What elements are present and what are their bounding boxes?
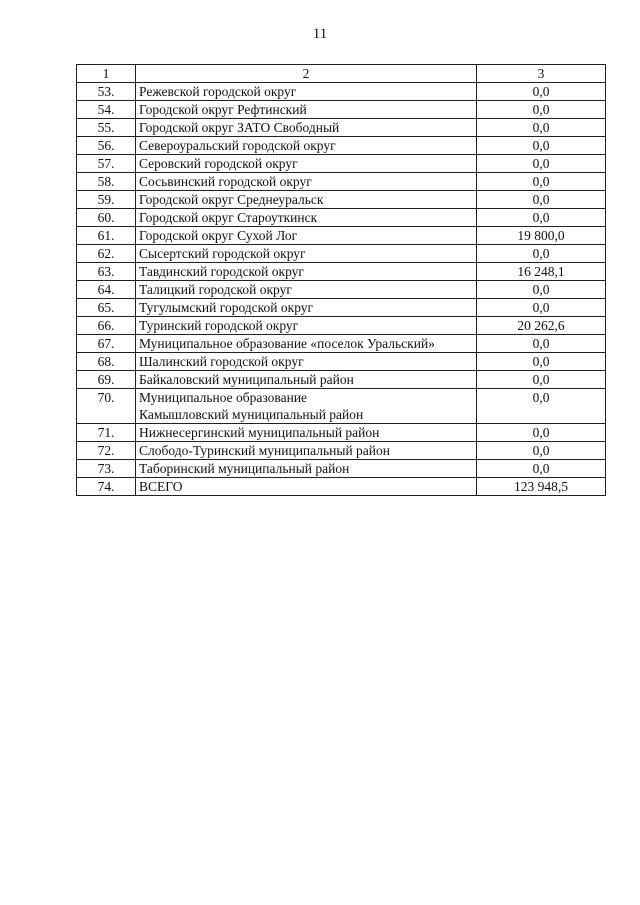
row-number: 61. xyxy=(77,227,136,245)
table-row xyxy=(77,281,606,299)
row-name xyxy=(136,389,477,424)
row-value: 0,0 xyxy=(477,389,606,424)
data-table xyxy=(76,64,606,496)
row-value: 0,0 xyxy=(477,424,606,442)
row-name: Туринский городской округ xyxy=(136,317,477,335)
row-name: Таборинский муниципальный район xyxy=(136,460,477,478)
table-row xyxy=(77,137,606,155)
row-number: 69. xyxy=(77,371,136,389)
row-value: 0,0 xyxy=(477,173,606,191)
table-row xyxy=(77,155,606,173)
row-value: 20 262,6 xyxy=(477,317,606,335)
row-name: Сысертский городской округ xyxy=(136,245,477,263)
table-header-row xyxy=(77,65,606,83)
row-number: 73. xyxy=(77,460,136,478)
table-row xyxy=(77,173,606,191)
row-number: 60. xyxy=(77,209,136,227)
page-number: 11 xyxy=(312,26,328,42)
row-value: 0,0 xyxy=(477,137,606,155)
row-name: Североуральский городской округ xyxy=(136,137,477,155)
row-value: 0,0 xyxy=(477,191,606,209)
row-name: Городской округ Рефтинский xyxy=(136,101,477,119)
row-number: 62. xyxy=(77,245,136,263)
table-row xyxy=(77,424,606,442)
table-body xyxy=(77,65,606,496)
row-value: 0,0 xyxy=(477,245,606,263)
row-name: Городской округ Староуткинск xyxy=(136,209,477,227)
table-row xyxy=(77,335,606,353)
row-number: 56. xyxy=(77,137,136,155)
row-number: 72. xyxy=(77,442,136,460)
row-name: ВСЕГО xyxy=(136,478,477,496)
row-number: 71. xyxy=(77,424,136,442)
row-name: Слободо-Туринский муниципальный район xyxy=(136,442,477,460)
row-value: 19 800,0 xyxy=(477,227,606,245)
row-number: 67. xyxy=(77,335,136,353)
row-name: Режевской городской округ xyxy=(136,83,477,101)
table-row xyxy=(77,299,606,317)
row-name: Талицкий городской округ xyxy=(136,281,477,299)
table-row xyxy=(77,460,606,478)
row-name: Городской округ Сухой Лог xyxy=(136,227,477,245)
table-row xyxy=(77,442,606,460)
table-row xyxy=(77,371,606,389)
row-name: Серовский городской округ xyxy=(136,155,477,173)
row-name: Муниципальное образование «поселок Уральский» xyxy=(136,335,477,353)
row-value: 0,0 xyxy=(477,83,606,101)
row-value: 0,0 xyxy=(477,119,606,137)
row-number: 54. xyxy=(77,101,136,119)
table-row xyxy=(77,389,606,424)
row-number: 59. xyxy=(77,191,136,209)
row-value: 0,0 xyxy=(477,101,606,119)
row-value: 0,0 xyxy=(477,281,606,299)
header-col-3: 3 xyxy=(477,65,606,83)
row-number: 66. xyxy=(77,317,136,335)
row-name-line: Камышловский муниципальный район xyxy=(139,407,364,422)
table-row xyxy=(77,263,606,281)
row-number: 65. xyxy=(77,299,136,317)
row-name: Шалинский городской округ xyxy=(136,353,477,371)
table-row xyxy=(77,191,606,209)
row-name: Байкаловский муниципальный район xyxy=(136,371,477,389)
table-row xyxy=(77,83,606,101)
row-value: 0,0 xyxy=(477,335,606,353)
row-number: 68. xyxy=(77,353,136,371)
table-row xyxy=(77,317,606,335)
table-row xyxy=(77,119,606,137)
row-name: Сосьвинский городской округ xyxy=(136,173,477,191)
row-value: 0,0 xyxy=(477,371,606,389)
table-row xyxy=(77,245,606,263)
row-number: 70. xyxy=(77,389,136,424)
row-name-line: Муниципальное образование xyxy=(139,390,308,405)
row-name: Городской округ ЗАТО Свободный xyxy=(136,119,477,137)
row-number: 57. xyxy=(77,155,136,173)
header-col-2: 2 xyxy=(136,65,477,83)
row-name: Тавдинский городской округ xyxy=(136,263,477,281)
row-number: 58. xyxy=(77,173,136,191)
row-number: 64. xyxy=(77,281,136,299)
row-value: 123 948,5 xyxy=(477,478,606,496)
table-row xyxy=(77,209,606,227)
table-row xyxy=(77,478,606,496)
row-name: Нижнесергинский муниципальный район xyxy=(136,424,477,442)
row-value: 0,0 xyxy=(477,299,606,317)
row-name: Городской округ Среднеуральск xyxy=(136,191,477,209)
header-col-1: 1 xyxy=(77,65,136,83)
row-value: 0,0 xyxy=(477,442,606,460)
row-value: 0,0 xyxy=(477,353,606,371)
table-row xyxy=(77,227,606,245)
table-row xyxy=(77,101,606,119)
row-value: 0,0 xyxy=(477,155,606,173)
row-value: 0,0 xyxy=(477,209,606,227)
row-value: 16 248,1 xyxy=(477,263,606,281)
row-name: Тугулымский городской округ xyxy=(136,299,477,317)
row-number: 63. xyxy=(77,263,136,281)
table-row xyxy=(77,353,606,371)
row-number: 55. xyxy=(77,119,136,137)
row-value: 0,0 xyxy=(477,460,606,478)
row-number: 53. xyxy=(77,83,136,101)
row-number: 74. xyxy=(77,478,136,496)
